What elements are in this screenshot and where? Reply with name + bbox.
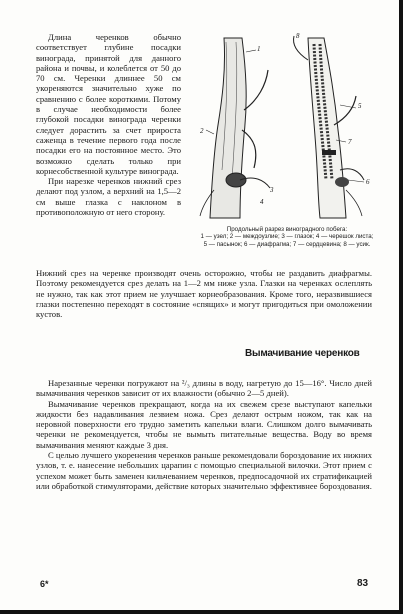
figure-label: 3: [270, 186, 274, 194]
paragraph: Длина черенков обычно соответствует глубине посадки винограда, принятой для данного района и почвы, и колеблется от 50 до 70 см. Черенки длиннее 50 см укореняются значительно хуже по сравнению с более короткими. Потому в случае необходимости более глубокой посадки винограда черенки следует дорастить за счет прироста саженца в течение первого года после посадки его на постоянное место. Это возможно сделать только при корнесобственной культуре винограда.: [36, 32, 181, 176]
paragraph: Нарезанные черенки погружают на ²/₃ длины в воду, нагретую до 15—16°. Число дней вымачивания черенков зависит от их влажности (обычно 2—5 дней).: [36, 378, 372, 399]
left-column-text: [36, 32, 181, 217]
figure-label: 1: [257, 45, 261, 53]
caption-title: Продольный разрез виноградного побега:: [226, 226, 348, 233]
figure-label: 7: [348, 138, 352, 146]
figure-label: 8: [296, 32, 300, 40]
paragraph: С целью лучшего укоренения черенков раньше рекомендовали бороздование их нижних узлов, т. е. нанесение небольших царапин с помощью специальной вилочки. Этот прием с успехом может быть заменен кильчеванием черенков, предпосадочной их стратификацией или обработкой стимуляторами, действие которых значительно эффективнее бороздования.: [36, 450, 372, 491]
vine-shoot-figure: [196, 30, 382, 220]
shoot-cross-section-drawing: [196, 30, 382, 220]
full-width-text-1: [36, 268, 372, 319]
paragraph: Вымачивание черенков прекращают, когда на их свежем срезе выступают капельки жидкости без надавливания лезвием ножа. Срез делают острым ножом, так как на неровной поверхности его трудно заметить капельки влаги. Слишком долго вымачивать черенки не рекомендуется, чтобы не вымыть питательные вещества. Воду во время вымачивания меняют каждые 3 дня.: [36, 398, 372, 450]
figure-label: 4: [260, 198, 264, 206]
paragraph: Нижний срез на черенке производят очень осторожно, чтобы не раздавить диафрагмы. Поэтому рекомендуется срез делать на 1—2 мм ниже узла. Глазки на черенках ослеплять не нужно, так как этот прием не улучшает корнеобразования. Кроме того, неразвившиеся глазки постепенно переходят в состояние «спящих» и могут пригодиться при омоложении кустов.: [36, 268, 372, 320]
page-number: 83: [357, 578, 369, 589]
section-heading: Вымачивание черенков: [245, 348, 360, 359]
caption-legend: 1 — узел; 2 — междоузлие; 3 — глазок; 4 — черешок листа; 5 — пасынок; 6 — диафрагма; 7 — сердцевина; 8 — усик.: [200, 233, 374, 248]
paragraph: При нарезке черенков нижний срез делают под узлом, а верхний на 1,5—2 см выше глазка с наклоном в противоположную от него сторону.: [36, 176, 181, 218]
figure-label: 2: [200, 127, 204, 135]
full-width-text-2: [36, 378, 372, 491]
figure-caption: [198, 226, 376, 248]
figure-label: 5: [358, 102, 362, 110]
figure-label: 6: [366, 178, 370, 186]
printer-signature: 6*: [40, 579, 49, 589]
